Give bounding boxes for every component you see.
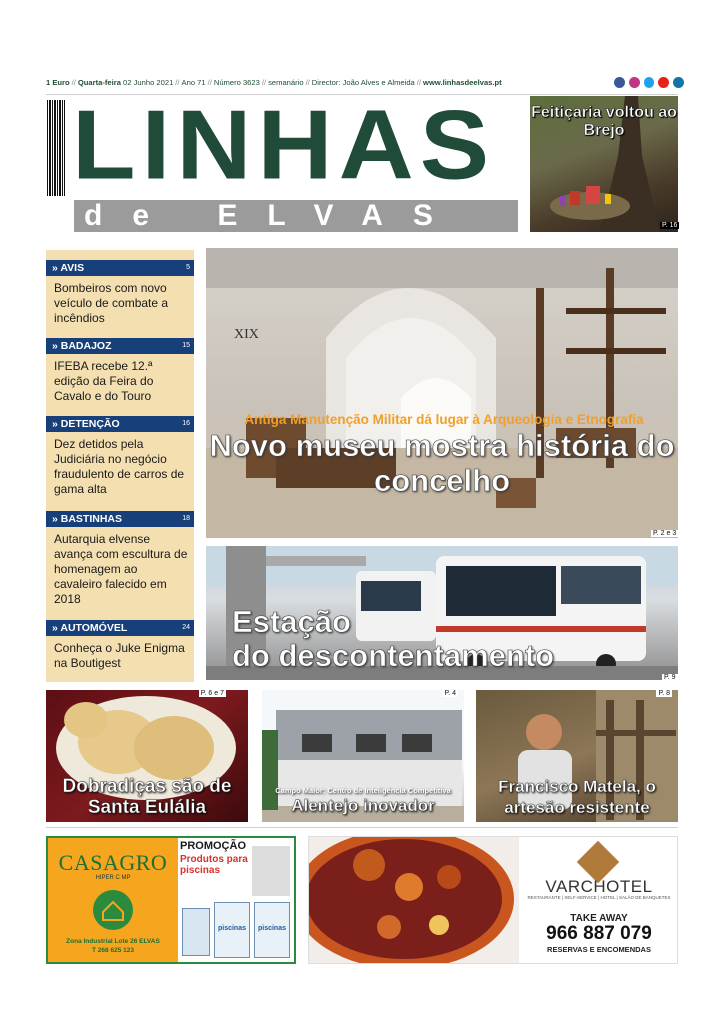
product-stack — [252, 846, 290, 896]
varchotel-phone[interactable]: 966 887 079 — [546, 923, 652, 944]
price: 1 Euro — [46, 78, 70, 87]
varchotel-brand: VARCHOTEL — [545, 877, 653, 896]
casagro-brand-panel — [48, 838, 178, 962]
reservations-label: RESERVAS E ENCOMENDAS — [547, 945, 651, 954]
bus-headline[interactable] — [232, 605, 632, 673]
varchotel-ad[interactable] — [308, 836, 678, 964]
bus-headline-line2: do descontentamento — [232, 638, 555, 673]
page-ref: P. 9 — [664, 674, 676, 681]
facebook-icon[interactable] — [614, 77, 625, 88]
alentejo-headline[interactable]: Alentejo inovador — [291, 796, 435, 815]
social-icons — [614, 77, 684, 91]
barcode — [47, 100, 65, 196]
page-ref: P. 2 e 3 — [653, 530, 677, 537]
sidebar-section-avis[interactable]: » AVIS 5 — [46, 260, 194, 276]
page-ref: P. 6 e 7 — [200, 690, 224, 697]
issue-number: Número 3623 — [213, 78, 260, 87]
casagro-promo-panel — [178, 838, 294, 962]
alentejo-story[interactable] — [262, 690, 464, 822]
frequency: semanário — [268, 78, 304, 87]
linkedin-icon[interactable] — [673, 77, 684, 88]
dobradicas-headline[interactable]: Dobradiças são de Santa Eulália — [62, 776, 232, 818]
feiticaria-headline[interactable]: Feitiçaria voltou ao Brejo — [531, 104, 677, 139]
casagro-logo: CASAGRO — [58, 850, 168, 875]
page-ref: P. 8 — [658, 690, 670, 697]
website-link[interactable]: www.linhasdeelvas.pt — [423, 78, 502, 87]
sidebar-section-automovel[interactable]: » AUTOMÓVEL 24 — [46, 620, 194, 636]
casagro-phone: T 268 625 123 — [92, 947, 134, 954]
promo-title: PROMOÇÃO — [180, 840, 246, 852]
francisco-story[interactable] — [476, 690, 678, 822]
page-ref: P. 16 — [662, 222, 678, 229]
main-headline[interactable]: Novo museu mostra história do concelho — [209, 428, 675, 498]
takeaway-label: TAKE AWAY — [570, 913, 628, 924]
main-kicker: Antiga Manutenção Militar dá lugar à Arqueologia e Etnografia — [244, 412, 644, 427]
sidebar-section-bastinhas[interactable]: » BASTINHAS 18 — [46, 511, 194, 527]
director: Director: João Alves e Almeida — [311, 78, 415, 87]
product-bag: piscinas — [254, 902, 290, 958]
francisco-headline[interactable]: Francisco Matela, o artesão resistente — [498, 777, 656, 817]
masthead-title: LINHAS — [72, 89, 496, 201]
issue-year: Ano 71 — [181, 78, 206, 87]
dobradicas-story[interactable] — [46, 690, 248, 822]
varchotel-services: RESTAURANTE | SELF-SERVICE | HOTEL | SALÃO DE BANQUETES — [527, 895, 671, 900]
divider — [46, 827, 678, 828]
twitter-icon[interactable] — [644, 77, 655, 88]
alentejo-kicker: Campo Maior: Centro de Inteligência Competitiva — [275, 786, 451, 795]
instagram-icon[interactable] — [629, 77, 640, 88]
masthead-subtitle: de ELVAS — [84, 199, 463, 232]
bus-headline-line1: Estação — [232, 604, 351, 639]
sidebar-story[interactable]: Bombeiros com novo veículo de combate a incêndios — [54, 281, 169, 325]
product-bag: piscinas — [214, 902, 250, 958]
weekday: Quarta-feira — [77, 78, 121, 87]
museum-sign: XIX — [234, 327, 259, 342]
sidebar-story[interactable]: Dez detidos pela Judiciária no negócio fraudulento de carros de gama alta — [54, 437, 185, 496]
sidebar-section-detencao[interactable]: » DETENÇÃO 16 — [46, 416, 194, 432]
varchotel-info — [519, 837, 678, 964]
food-photo — [309, 837, 519, 964]
sidebar-story[interactable]: Autarquia elvense avança com escultura de homenagem ao cavaleiro falecido em 2018 — [54, 532, 188, 606]
casagro-ad[interactable] — [46, 836, 296, 964]
casagro-address: Zona Industrial Lote 26 ELVAS — [66, 938, 160, 945]
sidebar-story[interactable]: IFEBA recebe 12.ª edição da Feira do Cavalo e do Touro — [54, 359, 154, 403]
issue-date: 02 Junho 2021 — [123, 78, 174, 87]
sidebar-section-badajoz[interactable]: » BADAJOZ 15 — [46, 338, 194, 354]
youtube-icon[interactable] — [658, 77, 669, 88]
product-bucket — [182, 908, 210, 956]
sidebar-story[interactable]: Conheça o Juke Enigma na Boutigest — [54, 641, 185, 670]
page-ref: P. 4 — [444, 690, 456, 697]
issue-info-line: 1 Euro // Quarta-feira 02 Junho 2021 // Ano 71 // Número 3623 // semanário // Director: João Alves e Almeida // www.linhasdeelvas.pt — [46, 78, 502, 87]
promo-subtitle: Produtos para piscinas — [180, 854, 248, 876]
casagro-tagline: HIPER C MP — [95, 875, 131, 881]
house-icon — [93, 890, 133, 930]
news-sidebar — [46, 250, 194, 682]
